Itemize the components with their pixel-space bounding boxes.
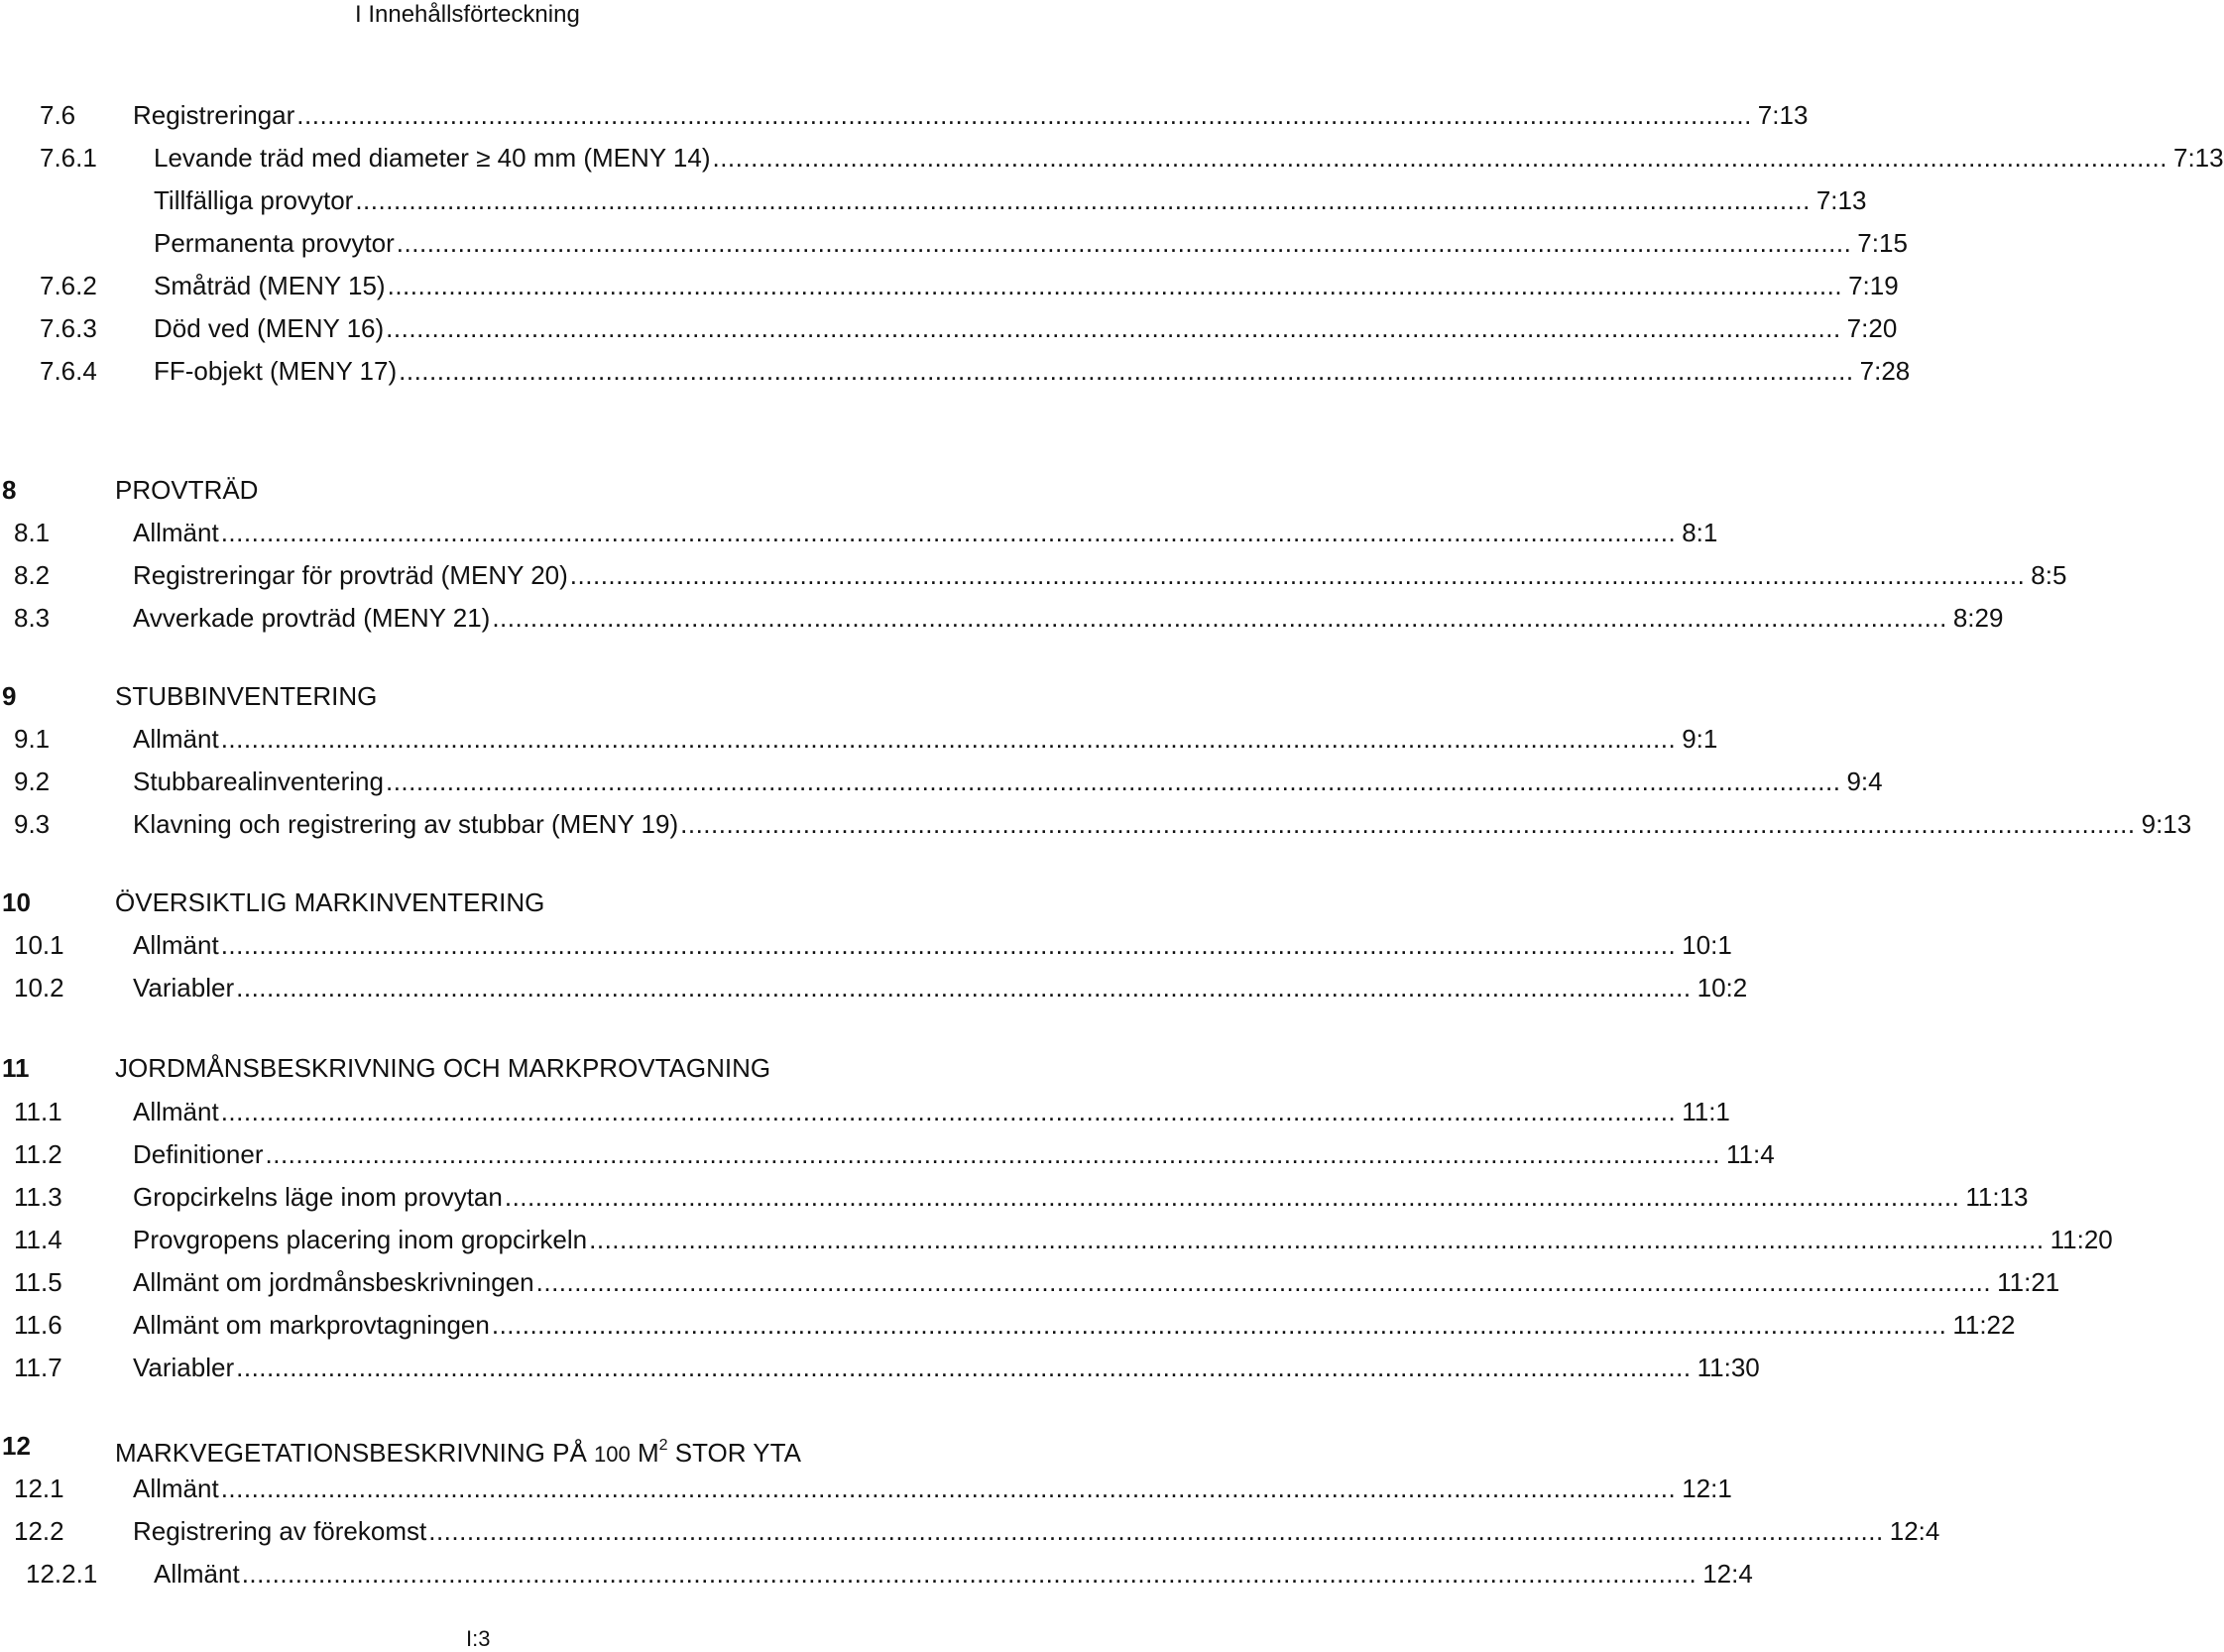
section-title: Allmänt om jordmånsbeskrivningen bbox=[133, 1267, 534, 1297]
page-ref: 12:4 bbox=[1889, 1516, 1940, 1546]
toc-entry bbox=[133, 1095, 1730, 1128]
section-title: Allmänt bbox=[133, 1474, 219, 1503]
chapter-number: 9 bbox=[2, 681, 17, 711]
page-ref: 9:4 bbox=[1846, 767, 1883, 796]
leader-dots: .............................................................................................................................................................................................. bbox=[236, 973, 1692, 1003]
toc-entry bbox=[133, 558, 2067, 592]
section-number: 11.3 bbox=[14, 1182, 62, 1212]
toc-entry bbox=[154, 269, 1899, 302]
leader-dots: .............................................................................................................................................................................................. bbox=[569, 560, 2026, 590]
page-ref: 12:1 bbox=[1682, 1474, 1732, 1503]
toc-row-permanenta[interactable] bbox=[0, 226, 1908, 260]
section-title: Variabler bbox=[133, 1353, 235, 1382]
section-number: 9.3 bbox=[14, 809, 51, 839]
page-ref: 11:21 bbox=[1997, 1267, 2060, 1297]
section-title: Definitioner bbox=[133, 1139, 264, 1169]
leader-dots: .............................................................................................................................................................................................. bbox=[355, 185, 1811, 215]
toc-row-12-2-1[interactable] bbox=[0, 1557, 1753, 1591]
chapter-title: JORDMÅNSBESKRIVNING OCH MARKPROVTAGNING bbox=[115, 1053, 771, 1083]
page-ref: 12:4 bbox=[1702, 1559, 1753, 1589]
page-ref: 9:1 bbox=[1682, 724, 1718, 754]
page-ref: 8:29 bbox=[1952, 603, 2004, 633]
superscript: 2 bbox=[658, 1437, 668, 1454]
toc-row-7-6[interactable] bbox=[0, 98, 1809, 132]
toc-entry bbox=[133, 1472, 1732, 1505]
section-number: 11.4 bbox=[14, 1225, 62, 1254]
page-ref: 10:1 bbox=[1682, 930, 1732, 960]
section-number: 8.1 bbox=[14, 518, 51, 547]
chapter-title: PROVTRÄD bbox=[115, 475, 259, 505]
page-ref: 7:19 bbox=[1848, 271, 1899, 300]
chapter-title bbox=[115, 1429, 801, 1472]
toc-entry bbox=[133, 1137, 1775, 1171]
section-title: FF-objekt (MENY 17) bbox=[154, 356, 398, 386]
leader-dots: .............................................................................................................................................................................................. bbox=[220, 724, 1677, 754]
toc-entry bbox=[133, 928, 1732, 962]
toc-entry bbox=[133, 807, 2192, 841]
section-title: Klavning och registrering av stubbar (MENY 19) bbox=[133, 809, 679, 839]
toc-entry bbox=[133, 1351, 1760, 1384]
leader-dots: .............................................................................................................................................................................................. bbox=[385, 767, 1841, 796]
section-title: Allmänt bbox=[154, 1559, 240, 1589]
toc-row-9-2[interactable] bbox=[0, 765, 1883, 798]
toc-entry bbox=[133, 722, 1718, 756]
chapter-title-unit: M bbox=[630, 1438, 659, 1468]
page-ref: 11:20 bbox=[2049, 1225, 2113, 1254]
toc-row-11-1[interactable] bbox=[0, 1095, 1730, 1128]
section-title: Död ved (MENY 16) bbox=[154, 313, 385, 343]
chapter-title-part: MARKVEGETATIONSBESKRIVNING PÅ bbox=[115, 1438, 595, 1468]
leader-dots: .............................................................................................................................................................................................. bbox=[236, 1353, 1692, 1382]
section-title: Allmänt bbox=[133, 930, 219, 960]
section-number: 12.1 bbox=[14, 1474, 64, 1503]
section-number: 7.6.2 bbox=[40, 271, 97, 300]
leader-dots: .............................................................................................................................................................................................. bbox=[265, 1139, 1721, 1169]
leader-dots: .............................................................................................................................................................................................. bbox=[220, 1474, 1677, 1503]
page-ref: 8:5 bbox=[2031, 560, 2067, 590]
chapter-title: ÖVERSIKTLIG MARKINVENTERING bbox=[115, 887, 545, 917]
section-title: Allmänt om markprovtagningen bbox=[133, 1310, 490, 1340]
section-title: Stubbarealinventering bbox=[133, 767, 384, 796]
toc-row-7-6-4[interactable] bbox=[0, 354, 1911, 388]
section-number: 10.2 bbox=[14, 973, 64, 1003]
toc-row-11-5[interactable] bbox=[0, 1265, 2060, 1299]
toc-row-7-6-2[interactable] bbox=[0, 269, 1899, 302]
section-number: 11.6 bbox=[14, 1310, 62, 1340]
section-number: 7.6.1 bbox=[40, 143, 97, 173]
running-header: I Innehållsförteckning bbox=[355, 1, 580, 28]
toc-row-9-3[interactable] bbox=[0, 807, 2192, 841]
toc-entry bbox=[133, 765, 1883, 798]
section-number: 8.2 bbox=[14, 560, 51, 590]
chapter-title-part: STOR YTA bbox=[667, 1438, 801, 1468]
toc-chapter-12[interactable] bbox=[0, 1429, 952, 1468]
toc-entry bbox=[154, 311, 1898, 345]
leader-dots: .............................................................................................................................................................................................. bbox=[399, 356, 1854, 386]
toc-entry bbox=[133, 1223, 2113, 1256]
section-title: Variabler bbox=[133, 973, 235, 1003]
page-ref: 11:4 bbox=[1726, 1139, 1775, 1169]
section-title: Tillfälliga provytor bbox=[154, 185, 354, 215]
toc-entry bbox=[154, 1557, 1753, 1591]
toc-row-10-2[interactable] bbox=[0, 971, 1748, 1004]
page-ref: 11:22 bbox=[1952, 1310, 2016, 1340]
section-title: Avverkade provträd (MENY 21) bbox=[133, 603, 491, 633]
toc-entry bbox=[133, 516, 1718, 549]
toc-row-7-6-3[interactable] bbox=[0, 311, 1898, 345]
leader-dots: .............................................................................................................................................................................................. bbox=[386, 313, 1841, 343]
chapter-number: 11 bbox=[2, 1053, 30, 1083]
toc-row-11-2[interactable] bbox=[0, 1137, 1775, 1171]
section-number: 11.7 bbox=[14, 1353, 62, 1382]
section-title: Allmänt bbox=[133, 518, 219, 547]
page-ref: 9:13 bbox=[2141, 809, 2192, 839]
leader-dots: .............................................................................................................................................................................................. bbox=[387, 271, 1843, 300]
section-number: 7.6.4 bbox=[40, 356, 97, 386]
page-ref: 7:28 bbox=[1859, 356, 1911, 386]
page-ref: 7:13 bbox=[1815, 185, 1867, 215]
toc-row-12-1[interactable] bbox=[0, 1472, 1732, 1505]
leader-dots: .............................................................................................................................................................................................. bbox=[241, 1559, 1697, 1589]
toc-row-11-7[interactable] bbox=[0, 1351, 1760, 1384]
leader-dots: .............................................................................................................................................................................................. bbox=[428, 1516, 1884, 1546]
section-number: 9.1 bbox=[14, 724, 51, 754]
page-ref: 7:13 bbox=[1757, 100, 1809, 130]
section-number: 10.1 bbox=[14, 930, 64, 960]
leader-dots: .............................................................................................................................................................................................. bbox=[220, 930, 1677, 960]
section-title: Registreringar för provträd (MENY 20) bbox=[133, 560, 568, 590]
toc-row-10-1[interactable] bbox=[0, 928, 1732, 962]
toc-entry bbox=[133, 1308, 2016, 1342]
toc-row-8-2[interactable] bbox=[0, 558, 2067, 592]
page-ref: 7:20 bbox=[1846, 313, 1898, 343]
toc-row-9-1[interactable] bbox=[0, 722, 1718, 756]
leader-dots: .............................................................................................................................................................................................. bbox=[296, 100, 1752, 130]
section-title: Permanenta provytor bbox=[154, 228, 395, 258]
section-title: Allmänt bbox=[133, 724, 219, 754]
page-ref: 11:30 bbox=[1697, 1353, 1760, 1382]
toc-entry bbox=[133, 601, 2004, 635]
page-ref: 11:13 bbox=[1965, 1182, 2029, 1212]
toc-row-12-2[interactable] bbox=[0, 1514, 1940, 1548]
page-number: I:3 bbox=[466, 1626, 491, 1651]
leader-dots: .............................................................................................................................................................................................. bbox=[491, 1310, 1947, 1340]
toc-entry bbox=[154, 183, 1867, 217]
toc-row-11-6[interactable] bbox=[0, 1308, 2016, 1342]
page-ref: 7:13 bbox=[2172, 143, 2224, 173]
leader-dots: .............................................................................................................................................................................................. bbox=[504, 1182, 1960, 1212]
leader-dots: .............................................................................................................................................................................................. bbox=[712, 143, 2167, 173]
chapter-title: STUBBINVENTERING bbox=[115, 681, 378, 711]
leader-dots: .............................................................................................................................................................................................. bbox=[535, 1267, 1992, 1297]
page-ref: 7:15 bbox=[1857, 228, 1908, 258]
toc-entry bbox=[133, 98, 1809, 132]
section-title: Registrering av förekomst bbox=[133, 1516, 427, 1546]
toc-row-11-3[interactable] bbox=[0, 1180, 2029, 1214]
chapter-number: 12 bbox=[2, 1431, 31, 1461]
page-ref: 11:1 bbox=[1682, 1097, 1730, 1126]
section-number: 8.3 bbox=[14, 603, 51, 633]
section-title: Registreringar bbox=[133, 100, 295, 130]
section-number: 11.5 bbox=[14, 1267, 62, 1297]
toc-row-11-4[interactable] bbox=[0, 1223, 2113, 1256]
section-title: Allmänt bbox=[133, 1097, 219, 1126]
leader-dots: .............................................................................................................................................................................................. bbox=[492, 603, 1947, 633]
section-title: Levande träd med diameter ≥ 40 mm (MENY 14) bbox=[154, 143, 711, 173]
section-title: Gropcirkelns läge inom provytan bbox=[133, 1182, 503, 1212]
toc-row-7-6-1[interactable] bbox=[0, 141, 2224, 175]
section-title: Småträd (MENY 15) bbox=[154, 271, 386, 300]
section-number: 11.1 bbox=[14, 1097, 62, 1126]
leader-dots: .............................................................................................................................................................................................. bbox=[589, 1225, 2045, 1254]
toc-chapter-10[interactable] bbox=[0, 885, 952, 919]
chapter-title-number: 100 bbox=[594, 1442, 631, 1467]
page-ref: 8:1 bbox=[1682, 518, 1718, 547]
leader-dots: .............................................................................................................................................................................................. bbox=[220, 518, 1677, 547]
leader-dots: .............................................................................................................................................................................................. bbox=[396, 228, 1852, 258]
toc-chapter-11[interactable] bbox=[0, 1051, 952, 1085]
leader-dots: .............................................................................................................................................................................................. bbox=[220, 1097, 1677, 1126]
toc-entry bbox=[154, 226, 1908, 260]
section-number: 12.2 bbox=[14, 1516, 64, 1546]
toc-entry bbox=[133, 1265, 2060, 1299]
chapter-number: 10 bbox=[2, 887, 31, 917]
toc-entry bbox=[133, 971, 1748, 1004]
page-ref: 10:2 bbox=[1697, 973, 1748, 1003]
section-number: 11.2 bbox=[14, 1139, 62, 1169]
toc-entry bbox=[154, 141, 2224, 175]
toc-row-tillfalliga[interactable] bbox=[0, 183, 1867, 217]
section-number: 7.6.3 bbox=[40, 313, 97, 343]
toc-chapter-8[interactable] bbox=[0, 473, 952, 507]
toc-entry bbox=[133, 1180, 2029, 1214]
toc-entry bbox=[154, 354, 1911, 388]
section-number: 12.2.1 bbox=[26, 1559, 98, 1589]
leader-dots: .............................................................................................................................................................................................. bbox=[680, 809, 2136, 839]
toc-row-8-1[interactable] bbox=[0, 516, 1718, 549]
toc-chapter-9[interactable] bbox=[0, 679, 952, 713]
section-title: Provgropens placering inom gropcirkeln bbox=[133, 1225, 588, 1254]
toc-entry bbox=[133, 1514, 1940, 1548]
toc-row-8-3[interactable] bbox=[0, 601, 2004, 635]
section-number: 7.6 bbox=[40, 100, 76, 130]
section-number: 9.2 bbox=[14, 767, 51, 796]
chapter-number: 8 bbox=[2, 475, 17, 505]
